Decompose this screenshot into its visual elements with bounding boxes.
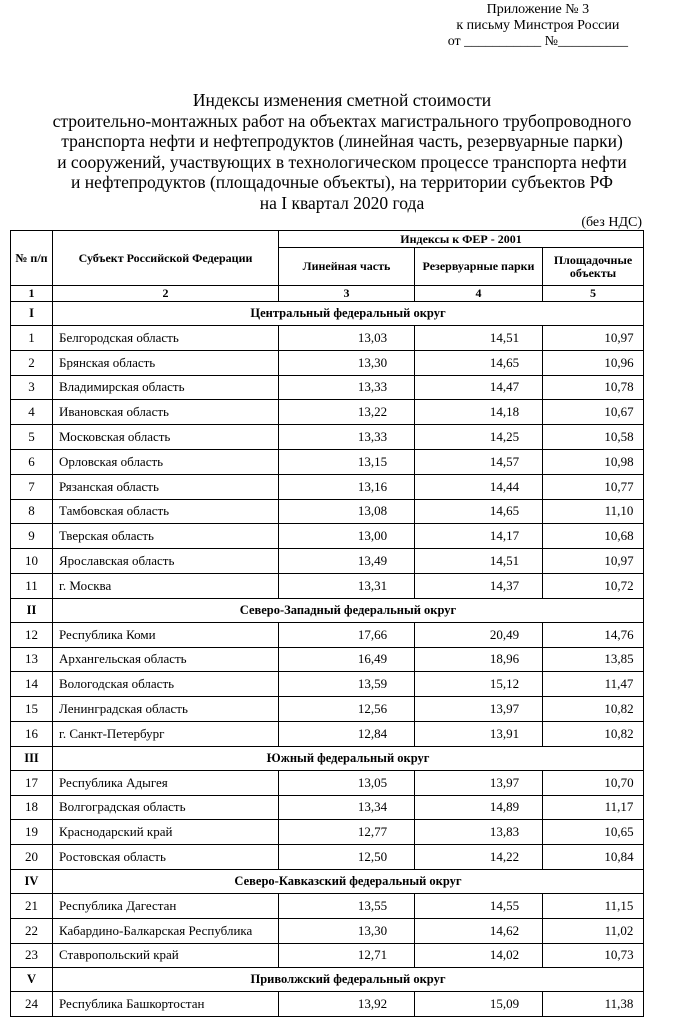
site-index: 10,96	[604, 354, 634, 370]
site-index-cell	[543, 820, 644, 845]
site-index-cell	[543, 499, 644, 524]
site-index-cell	[543, 425, 644, 450]
site-index-cell	[543, 326, 644, 351]
site-index-cell	[543, 474, 644, 499]
linear-index: 13,30	[357, 922, 388, 938]
site-index: 10,82	[604, 701, 634, 717]
subject-name: г. Санкт-Петербург	[53, 721, 279, 746]
district-name: Южный федеральный округ	[53, 746, 644, 770]
tank-index-cell	[415, 918, 543, 943]
site-index-cell	[543, 918, 644, 943]
linear-index-cell	[279, 326, 415, 351]
tank-index-cell	[415, 622, 543, 647]
tank-index: 14,51	[489, 329, 520, 345]
site-index-cell	[543, 893, 644, 918]
subject-name: Московская область	[53, 425, 279, 450]
district-roman: IV	[11, 869, 53, 893]
linear-index: 12,77	[357, 824, 388, 840]
header-indices-group: Индексы к ФЕР - 2001	[279, 231, 644, 248]
row-number: 12	[11, 622, 53, 647]
district-roman: V	[11, 968, 53, 992]
subject-name: Вологодская область	[53, 672, 279, 697]
table-row	[11, 474, 644, 499]
subject-name: Тверская область	[53, 524, 279, 549]
site-index-cell	[543, 672, 644, 697]
linear-index: 13,15	[357, 453, 388, 469]
site-index: 10,78	[604, 379, 634, 395]
linear-index: 13,34	[357, 799, 388, 815]
table-row	[11, 449, 644, 474]
table-row	[11, 672, 644, 697]
row-number: 11	[11, 573, 53, 598]
column-number: 4	[415, 286, 543, 302]
subject-name: Республика Адыгея	[53, 770, 279, 795]
site-index: 10,84	[604, 849, 634, 865]
site-index: 10,67	[604, 404, 634, 420]
header-subject: Субъект Российской Федерации	[53, 231, 279, 286]
appendix-line: от ___________ №__________	[447, 34, 628, 49]
appendix-line: Приложение № 3	[486, 2, 590, 17]
district-name: Центральный федеральный округ	[53, 302, 644, 326]
site-index-cell	[543, 647, 644, 672]
tank-index-cell	[415, 672, 543, 697]
tank-index-cell	[415, 400, 543, 425]
linear-index: 13,33	[357, 379, 388, 395]
tank-index-cell	[415, 474, 543, 499]
table-row	[11, 350, 644, 375]
linear-index: 13,08	[357, 503, 388, 519]
document-title	[0, 90, 684, 213]
tank-index: 14,17	[489, 528, 520, 544]
district-row	[11, 746, 644, 770]
subject-name: Краснодарский край	[53, 820, 279, 845]
linear-index-cell	[279, 647, 415, 672]
tank-index-cell	[415, 893, 543, 918]
column-number: 5	[543, 286, 644, 302]
site-index-cell	[543, 721, 644, 746]
tank-index: 14,37	[489, 577, 520, 593]
table-row	[11, 820, 644, 845]
table-row	[11, 721, 644, 746]
linear-index: 13,03	[357, 329, 388, 345]
district-roman: III	[11, 746, 53, 770]
row-number: 4	[11, 400, 53, 425]
column-number: 3	[279, 286, 415, 302]
table-row	[11, 893, 644, 918]
tank-index-cell	[415, 449, 543, 474]
tank-index: 14,65	[489, 503, 520, 519]
linear-index: 13,16	[357, 478, 388, 494]
district-row	[11, 598, 644, 622]
site-index-cell	[543, 845, 644, 870]
subject-name: Кабардино-Балкарская Республика	[53, 918, 279, 943]
site-index: 11,02	[604, 922, 634, 938]
tank-index: 13,91	[489, 725, 520, 741]
subject-name: Ставропольский край	[53, 943, 279, 968]
table-row	[11, 425, 644, 450]
site-index-cell	[543, 992, 644, 1017]
linear-index-cell	[279, 449, 415, 474]
table-row	[11, 918, 644, 943]
district-name: Северо-Кавказский федеральный округ	[53, 869, 644, 893]
row-number: 19	[11, 820, 53, 845]
site-index-cell	[543, 350, 644, 375]
linear-index-cell	[279, 893, 415, 918]
subject-name: Волгоградская область	[53, 795, 279, 820]
linear-index: 12,84	[357, 725, 388, 741]
site-index: 10,82	[604, 725, 634, 741]
linear-index: 13,05	[357, 774, 388, 790]
header-tank-parks: Резервуарные парки	[415, 248, 543, 286]
appendix-block	[448, 2, 628, 50]
site-index-cell	[543, 697, 644, 722]
tank-index: 14,57	[489, 453, 520, 469]
linear-index: 13,31	[357, 577, 388, 593]
tank-index-cell	[415, 326, 543, 351]
district-row	[11, 968, 644, 992]
title-line: Индексы изменения сметной стоимости	[192, 90, 492, 110]
linear-index: 13,22	[357, 404, 388, 420]
row-number: 2	[11, 350, 53, 375]
site-index-cell	[543, 449, 644, 474]
title-line: и нефтепродуктов (площадочные объекты), на территории субъектов РФ	[71, 172, 613, 192]
tank-index-cell	[415, 647, 543, 672]
linear-index-cell	[279, 375, 415, 400]
table-row	[11, 992, 644, 1017]
site-index: 10,97	[604, 329, 634, 345]
row-number: 8	[11, 499, 53, 524]
linear-index-cell	[279, 573, 415, 598]
tank-index-cell	[415, 375, 543, 400]
subject-name: Тамбовская область	[53, 499, 279, 524]
tank-index-cell	[415, 524, 543, 549]
tank-index: 15,09	[489, 996, 520, 1012]
table-row	[11, 326, 644, 351]
table-row	[11, 795, 644, 820]
tank-index: 14,65	[489, 354, 520, 370]
row-number: 21	[11, 893, 53, 918]
site-index-cell	[543, 622, 644, 647]
tank-index: 14,47	[489, 379, 520, 395]
site-index-cell	[543, 795, 644, 820]
linear-index-cell	[279, 672, 415, 697]
site-index: 10,72	[604, 577, 634, 593]
tank-index-cell	[415, 350, 543, 375]
subject-name: Ивановская область	[53, 400, 279, 425]
linear-index: 12,50	[357, 849, 388, 865]
tank-index: 14,62	[489, 922, 520, 938]
header-site-objects: Площадочные объекты	[543, 248, 644, 286]
site-index: 14,76	[604, 626, 634, 642]
tank-index-cell	[415, 573, 543, 598]
tank-index: 13,97	[489, 774, 520, 790]
linear-index: 16,49	[357, 651, 388, 667]
row-number: 14	[11, 672, 53, 697]
linear-index-cell	[279, 425, 415, 450]
row-number: 6	[11, 449, 53, 474]
table-row	[11, 499, 644, 524]
tank-index-cell	[415, 943, 543, 968]
site-index: 10,77	[604, 478, 634, 494]
row-number: 13	[11, 647, 53, 672]
subject-name: Ростовская область	[53, 845, 279, 870]
linear-index-cell	[279, 474, 415, 499]
vat-note: (без НДС)	[581, 215, 642, 230]
header-number: № п/п	[11, 231, 53, 286]
row-number: 23	[11, 943, 53, 968]
linear-index-cell	[279, 697, 415, 722]
site-index: 10,97	[604, 553, 634, 569]
site-index: 11,10	[604, 503, 634, 519]
tank-index-cell	[415, 499, 543, 524]
site-index: 13,85	[604, 651, 634, 667]
tank-index: 14,44	[489, 478, 520, 494]
site-index-cell	[543, 524, 644, 549]
site-index-cell	[543, 375, 644, 400]
table-row	[11, 375, 644, 400]
tank-index-cell	[415, 992, 543, 1017]
linear-index: 13,00	[357, 528, 388, 544]
linear-index: 12,56	[357, 701, 388, 717]
tank-index-cell	[415, 425, 543, 450]
linear-index-cell	[279, 721, 415, 746]
linear-index-cell	[279, 350, 415, 375]
row-number: 1	[11, 326, 53, 351]
tank-index: 15,12	[489, 676, 520, 692]
site-index-cell	[543, 573, 644, 598]
linear-index-cell	[279, 499, 415, 524]
subject-name: Ленинградская область	[53, 697, 279, 722]
row-number: 9	[11, 524, 53, 549]
linear-index: 13,49	[357, 553, 388, 569]
district-name: Северо-Западный федеральный округ	[53, 598, 644, 622]
linear-index-cell	[279, 622, 415, 647]
table-row	[11, 943, 644, 968]
linear-index-cell	[279, 795, 415, 820]
site-index: 10,58	[604, 429, 634, 445]
linear-index-cell	[279, 992, 415, 1017]
subject-name: Рязанская область	[53, 474, 279, 499]
tank-index: 14,51	[489, 553, 520, 569]
linear-index-cell	[279, 400, 415, 425]
row-number: 16	[11, 721, 53, 746]
row-number: 24	[11, 992, 53, 1017]
subject-name: Белгородская область	[53, 326, 279, 351]
row-number: 15	[11, 697, 53, 722]
district-row	[11, 302, 644, 326]
site-index-cell	[543, 943, 644, 968]
site-index-cell	[543, 549, 644, 574]
linear-index-cell	[279, 845, 415, 870]
header-linear: Линейная часть	[279, 248, 415, 286]
subject-name: Ярославская область	[53, 549, 279, 574]
table-row	[11, 845, 644, 870]
row-number: 20	[11, 845, 53, 870]
district-name: Приволжский федеральный округ	[53, 968, 644, 992]
title-line: транспорта нефти и нефтепродуктов (линейная часть, резервуарные парки)	[61, 131, 623, 151]
tank-index: 14,18	[489, 404, 520, 420]
linear-index-cell	[279, 524, 415, 549]
appendix-line: к письму Минстроя России	[456, 18, 620, 33]
site-index: 11,15	[604, 897, 634, 913]
row-number: 5	[11, 425, 53, 450]
tank-index: 14,02	[489, 947, 520, 963]
linear-index-cell	[279, 918, 415, 943]
column-number: 1	[11, 286, 53, 302]
district-row	[11, 869, 644, 893]
row-number: 3	[11, 375, 53, 400]
linear-index-cell	[279, 549, 415, 574]
row-number: 10	[11, 549, 53, 574]
subject-name: Брянская область	[53, 350, 279, 375]
site-index-cell	[543, 770, 644, 795]
tank-index: 13,83	[489, 824, 520, 840]
row-number: 7	[11, 474, 53, 499]
tank-index-cell	[415, 795, 543, 820]
tank-index-cell	[415, 549, 543, 574]
linear-index: 17,66	[357, 626, 388, 642]
district-roman: II	[11, 598, 53, 622]
indices-table	[10, 230, 644, 1017]
table-row	[11, 573, 644, 598]
linear-index: 13,33	[357, 429, 388, 445]
subject-name: Республика Башкортостан	[53, 992, 279, 1017]
table-row	[11, 549, 644, 574]
table-row	[11, 400, 644, 425]
site-index: 10,73	[604, 947, 634, 963]
site-index-cell	[543, 400, 644, 425]
district-roman: I	[11, 302, 53, 326]
linear-index: 12,71	[357, 947, 388, 963]
linear-index: 13,30	[357, 354, 388, 370]
subject-name: Республика Дагестан	[53, 893, 279, 918]
tank-index: 14,22	[489, 849, 520, 865]
site-index: 11,17	[604, 799, 634, 815]
tank-index-cell	[415, 845, 543, 870]
tank-index-cell	[415, 721, 543, 746]
table-row	[11, 622, 644, 647]
tank-index: 18,96	[489, 651, 520, 667]
site-index: 10,65	[604, 824, 634, 840]
tank-index: 20,49	[489, 626, 520, 642]
tank-index: 14,89	[489, 799, 520, 815]
site-index: 10,98	[604, 453, 634, 469]
table-row	[11, 770, 644, 795]
row-number: 18	[11, 795, 53, 820]
title-line: на I квартал 2020 года	[259, 192, 425, 213]
tank-index: 14,55	[489, 897, 520, 913]
tank-index-cell	[415, 770, 543, 795]
table-row	[11, 697, 644, 722]
site-index: 11,38	[604, 996, 634, 1012]
table-row	[11, 647, 644, 672]
linear-index-cell	[279, 820, 415, 845]
subject-name: Орловская область	[53, 449, 279, 474]
site-index: 10,70	[604, 774, 634, 790]
linear-index: 13,55	[357, 897, 388, 913]
linear-index-cell	[279, 943, 415, 968]
tank-index: 14,25	[489, 429, 520, 445]
tank-index-cell	[415, 820, 543, 845]
subject-name: Архангельская область	[53, 647, 279, 672]
tank-index: 13,97	[489, 701, 520, 717]
subject-name: Владимирская область	[53, 375, 279, 400]
title-line: и сооружений, участвующих в технологическом процессе транспорта нефти	[57, 151, 627, 172]
row-number: 22	[11, 918, 53, 943]
tank-index-cell	[415, 697, 543, 722]
site-index: 10,68	[604, 528, 634, 544]
table-body	[11, 302, 644, 1017]
subject-name: Республика Коми	[53, 622, 279, 647]
row-number: 17	[11, 770, 53, 795]
table-row	[11, 524, 644, 549]
linear-index: 13,92	[357, 996, 388, 1012]
linear-index-cell	[279, 770, 415, 795]
site-index: 11,47	[604, 676, 634, 692]
title-line: строительно-монтажных работ на объектах магистрального трубопроводного	[52, 110, 632, 131]
subject-name: г. Москва	[53, 573, 279, 598]
linear-index: 13,59	[357, 676, 388, 692]
column-number: 2	[53, 286, 279, 302]
